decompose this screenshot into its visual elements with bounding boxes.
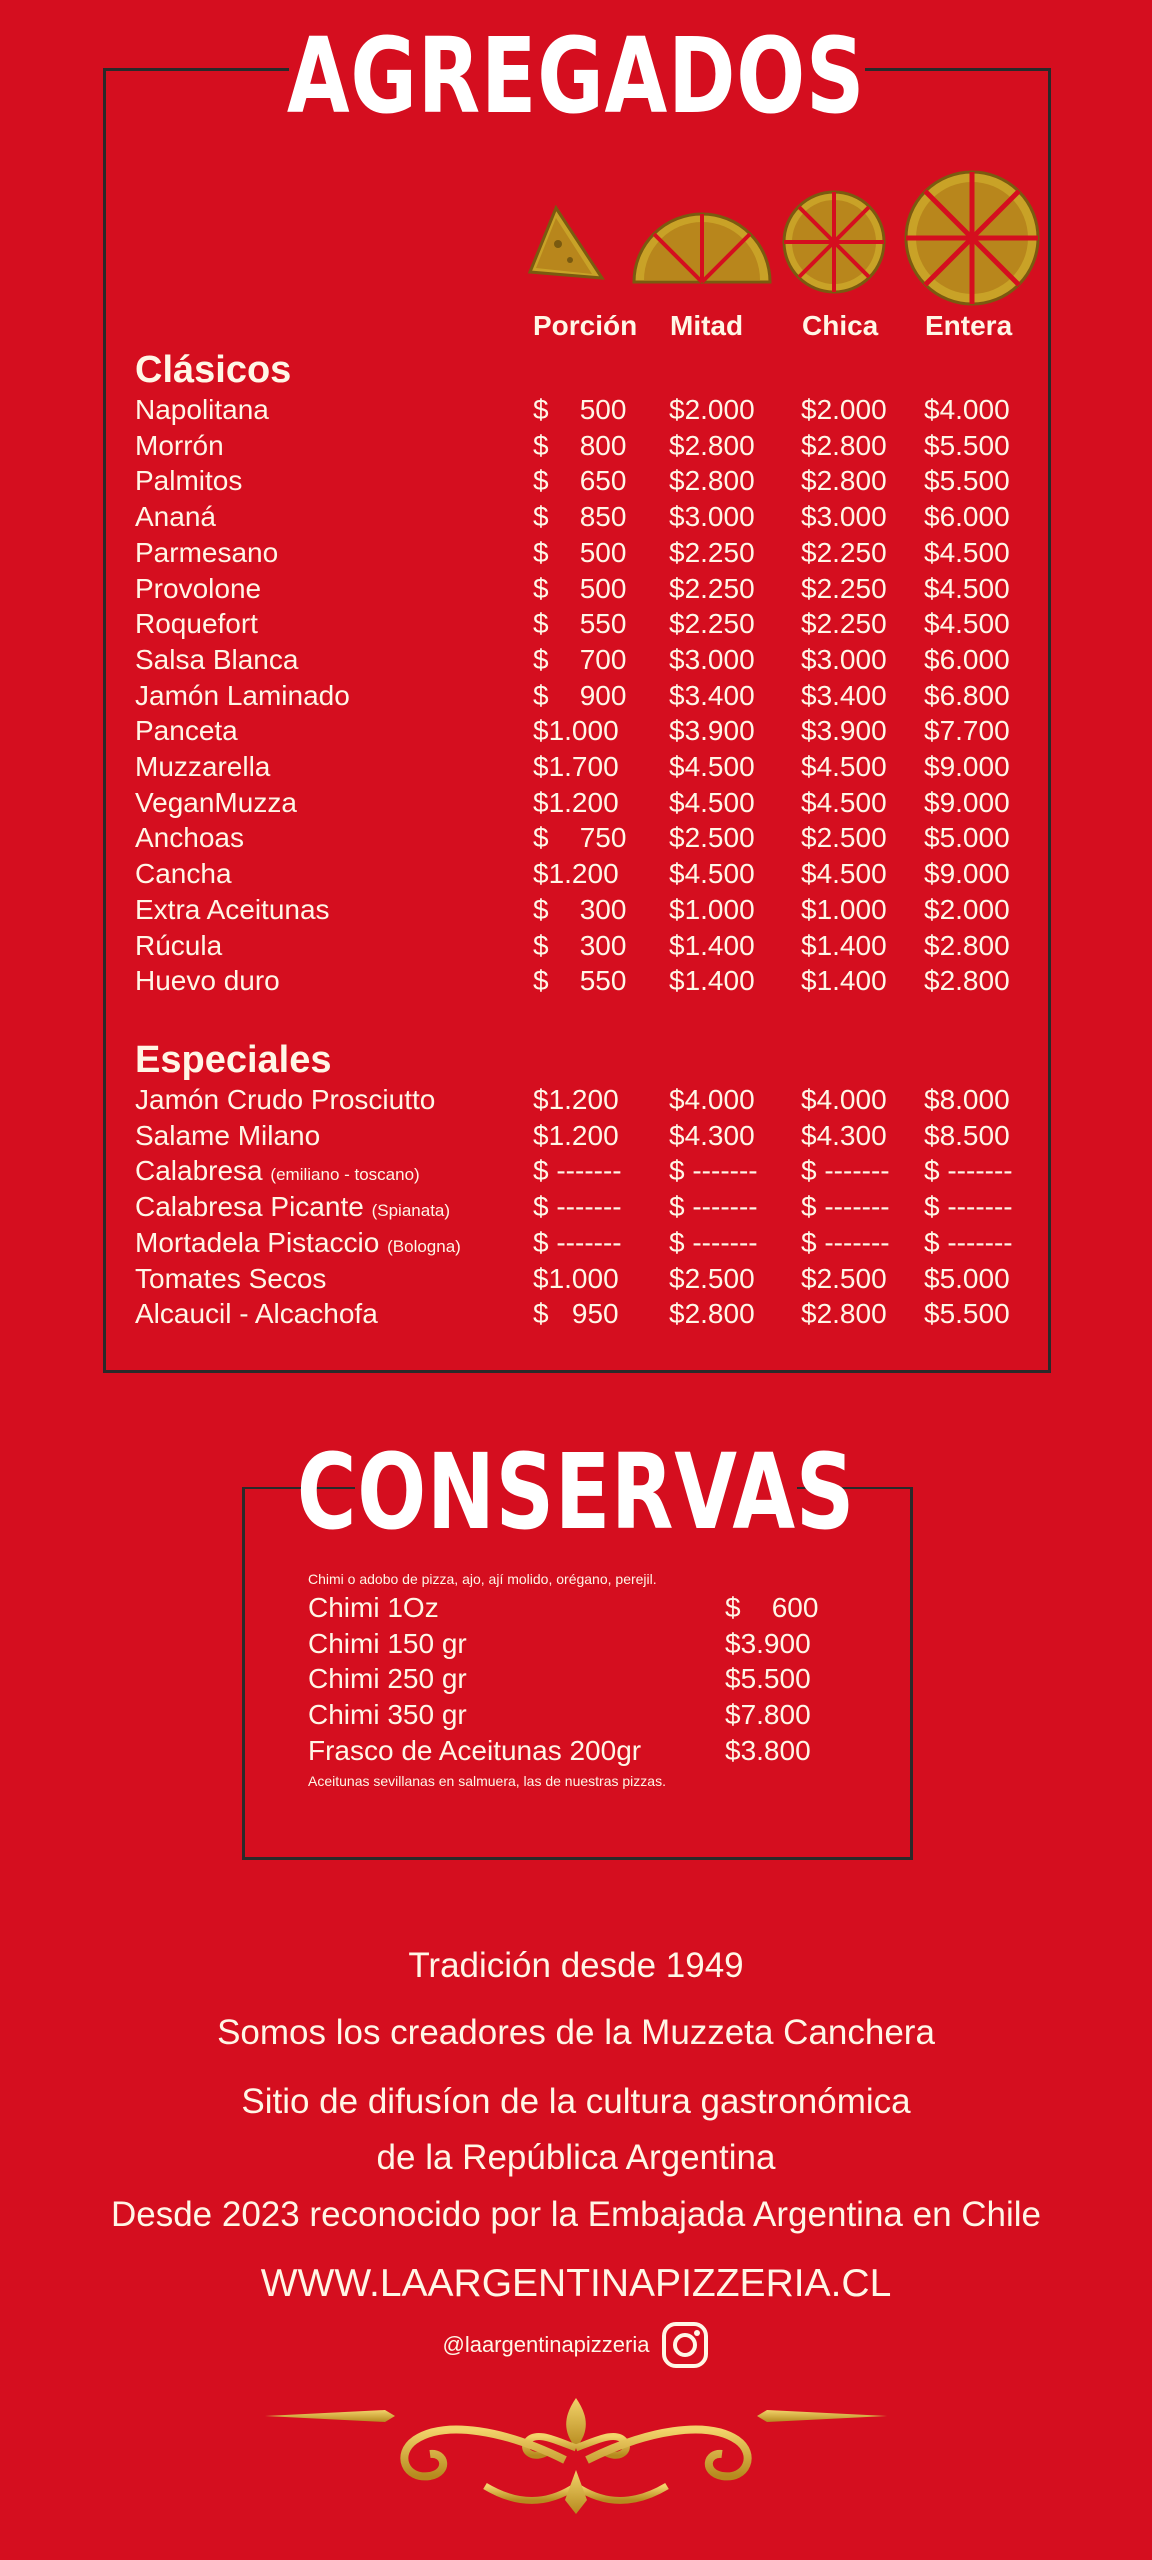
menu-row [135,463,1035,499]
price-chica: $4.300 [801,1119,887,1151]
menu-row [135,1118,1035,1154]
price-mitad: $ ------- [669,1226,758,1258]
item-name-text: Provolone [135,572,262,604]
menu-row [135,571,1035,607]
item-name [135,428,224,464]
item-name-text: Calabresa Picante [135,1191,364,1223]
price-chica: $4.500 [801,858,887,890]
price-chica: $2.250 [801,608,887,640]
price-mitad: $2.250 [669,572,755,604]
price-chica: $3.900 [801,715,887,747]
menu-row [135,1189,1035,1225]
item-name [135,1153,420,1193]
tagline-sitio: Sitio de difusíon de la cultura gastronómica [241,2082,911,2121]
menu-row [135,749,1035,785]
price-chica: $4.500 [801,751,887,782]
conserva-price: $7.800 [725,1699,811,1731]
price-chica: $3.000 [801,501,887,533]
tagline-embajada: Desde 2023 reconocido por la Embajada Argentina en Chile [110,2195,1042,2234]
price-porcion: $ 300 [533,893,627,925]
column-header-porcion: Porción [533,310,638,341]
whole-pizza-icon [900,170,1044,306]
price-porcion: $1.000 [533,715,619,747]
conserva-price: $ 600 [725,1592,819,1623]
price-porcion: $1.200 [533,1084,619,1115]
item-name [135,1225,461,1265]
price-mitad: $4.500 [669,751,755,782]
price-porcion: $1.700 [533,751,619,782]
menu-row [135,535,1035,571]
item-name-text: Jamón Crudo Prosciutto [135,1084,436,1115]
price-porcion: $ 850 [533,501,627,533]
price-porcion: $ 300 [533,929,627,961]
price-mitad: $2.250 [669,536,755,568]
menu-row [135,820,1035,856]
item-name-text: Alcaucil - Alcachofa [135,1298,378,1330]
item-name [135,535,278,571]
conserva-name: Chimi 1Oz [308,1592,439,1623]
item-name-text: Parmesano [135,536,279,568]
menu-row [135,1296,1035,1332]
price-mitad: $2.250 [669,608,755,640]
price-porcion: $1.200 [533,1119,619,1151]
price-chica: $4.000 [801,1084,887,1115]
conserva-row [308,1590,868,1626]
price-mitad: $2.800 [669,1298,755,1330]
price-mitad: $4.000 [669,1084,755,1115]
price-mitad: $2.800 [669,429,755,461]
instagram-icon[interactable] [660,2320,710,2370]
price-entera: $8.500 [924,1119,1010,1151]
price-porcion: $ 800 [533,429,627,461]
conservas-title: CONSERVAS [296,1431,856,1553]
price-entera: $ ------- [924,1191,1013,1223]
item-name [135,642,298,678]
price-entera: $4.500 [924,572,1010,604]
item-name-text: Panceta [135,715,238,747]
conserva-row [308,1697,868,1733]
agregados-title: AGREGADOS [286,15,866,137]
price-porcion: $ 750 [533,822,627,854]
price-mitad: $3.900 [669,715,755,747]
price-mitad: $4.300 [669,1119,755,1151]
half-pizza-icon [630,200,774,286]
price-chica: $1.400 [801,929,887,961]
item-name [135,713,238,749]
section-heading-especiales: Especiales [135,1039,332,1081]
item-name-text: Mortadela Pistaccio [135,1226,380,1258]
gold-flourish-ornament [265,2390,887,2520]
item-name-text: Calabresa [135,1155,263,1187]
conserva-price: $3.800 [725,1734,811,1766]
price-entera: $5.000 [924,1262,1010,1294]
price-porcion: $1.200 [533,858,619,890]
item-name-text: Morrón [135,429,224,461]
item-name-text: Salame Milano [135,1119,321,1151]
section-heading-clasicos: Clásicos [135,349,292,391]
price-porcion: $ 950 [533,1298,619,1330]
price-porcion: $ ------- [533,1226,622,1258]
price-chica: $2.500 [801,1262,887,1294]
price-chica: $ ------- [801,1191,890,1223]
price-chica: $2.800 [801,1298,887,1330]
menu-row [135,1153,1035,1189]
menu-row [135,499,1035,535]
menu-row [135,642,1035,678]
price-entera: $2.000 [924,893,1010,925]
price-porcion: $ 900 [533,679,627,711]
item-name [135,499,216,535]
item-name-text: VeganMuzza [135,786,297,818]
price-entera: $5.500 [924,465,1010,497]
conserva-name: Chimi 150 gr [308,1627,467,1659]
price-porcion: $1.200 [533,786,619,818]
price-mitad: $4.500 [669,786,755,818]
item-name [135,1296,378,1332]
conserva-row [308,1733,868,1769]
conserva-name: Chimi 350 gr [308,1699,467,1731]
item-name [135,963,280,999]
price-chica: $2.250 [801,536,887,568]
price-mitad: $2.800 [669,465,755,497]
item-name-text: Rúcula [135,929,223,961]
price-mitad: $1.000 [669,893,755,925]
price-porcion: $ 550 [533,608,627,640]
item-name-text: Anchoas [135,822,244,854]
item-name [135,820,244,856]
item-name [135,1189,450,1229]
column-header-entera: Entera [925,310,1013,341]
item-name [135,392,269,428]
menu-row [135,392,1035,428]
price-entera: $2.800 [924,965,1010,997]
price-entera: $ ------- [924,1155,1013,1187]
item-name-text: Muzzarella [135,751,271,782]
item-name [135,463,242,499]
price-entera: $ ------- [924,1226,1013,1258]
conserva-row [308,1626,868,1662]
price-chica: $3.400 [801,679,887,711]
menu-row [135,678,1035,714]
price-porcion: $ 500 [533,536,627,568]
menu-row [135,856,1035,892]
price-mitad: $4.500 [669,858,755,890]
price-chica: $2.500 [801,822,887,854]
price-chica: $2.000 [801,394,887,425]
price-chica: $2.250 [801,572,887,604]
price-mitad: $3.000 [669,643,755,675]
price-mitad: $2.000 [669,394,755,425]
tagline-tradicion: Tradición desde 1949 [408,1946,744,1985]
menu-row [135,785,1035,821]
price-porcion: $1.000 [533,1262,619,1294]
price-chica: $1.400 [801,965,887,997]
price-chica: $1.000 [801,893,887,925]
price-chica: $ ------- [801,1226,890,1258]
price-entera: $2.800 [924,929,1010,961]
price-mitad: $3.400 [669,679,755,711]
tagline-creadores: Somos los creadores de la Muzzeta Canchera [217,2013,935,2052]
item-name [135,749,270,785]
price-mitad: $3.000 [669,501,755,533]
price-entera: $5.500 [924,1298,1010,1330]
price-chica: $ ------- [801,1155,890,1187]
item-note: (emiliano - toscano) [270,1165,420,1185]
item-name [135,785,297,821]
item-name-text: Palmitos [135,465,243,497]
item-name-text: Jamón Laminado [135,679,350,711]
menu-row [135,928,1035,964]
menu-row [135,1261,1035,1297]
price-chica: $4.500 [801,786,887,818]
item-name [135,1118,320,1154]
price-entera: $7.700 [924,715,1010,747]
instagram-handle[interactable]: @laargentinapizzeria [442,2332,650,2357]
price-entera: $6.800 [924,679,1010,711]
menu-row [135,428,1035,464]
item-name [135,856,232,892]
item-name [135,1261,326,1297]
price-entera: $9.000 [924,786,1010,818]
conserva-price: $3.900 [725,1627,811,1659]
price-entera: $4.500 [924,536,1010,568]
website-link[interactable]: WWW.LAARGENTINAPIZZERIA.CL [260,2262,892,2305]
conserva-row [308,1661,868,1697]
conservas-note-top: Chimi o adobo de pizza, ajo, ají molido, orégano, perejil. [308,1571,657,1587]
price-entera: $5.000 [924,822,1010,854]
price-mitad: $1.400 [669,929,755,961]
item-name-text: Ananá [135,501,216,533]
tagline-republica: de la República Argentina [376,2138,776,2177]
price-entera: $8.000 [924,1084,1010,1115]
menu-row [135,892,1035,928]
small-pizza-icon [780,190,888,294]
price-porcion: $ 700 [533,643,627,675]
price-mitad: $2.500 [669,1262,755,1294]
price-mitad: $2.500 [669,822,755,854]
item-name [135,892,330,928]
item-name [135,1082,435,1118]
instagram-handle-row[interactable] [0,2320,1152,2370]
item-name-text: Roquefort [135,608,258,640]
column-header-mitad: Mitad [670,310,744,341]
price-entera: $9.000 [924,858,1010,890]
column-header-chica: Chica [802,310,879,341]
menu-row [135,606,1035,642]
item-name-text: Tomates Secos [135,1262,327,1294]
menu-row [135,1225,1035,1261]
item-name-text: Extra Aceitunas [135,893,330,925]
price-porcion: $ ------- [533,1155,622,1187]
conservas-note-bottom: Aceitunas sevillanas en salmuera, las de nuestras pizzas. [308,1773,666,1789]
price-porcion: $ 550 [533,965,627,997]
menu-row [135,713,1035,749]
price-chica: $3.000 [801,643,887,675]
item-name [135,678,350,714]
item-note: (Bologna) [387,1236,461,1256]
price-mitad: $1.400 [669,965,755,997]
price-chica: $2.800 [801,465,887,497]
price-porcion: $ 500 [533,572,627,604]
price-porcion: $ 500 [533,394,627,425]
item-name-text: Napolitana [135,394,269,425]
conserva-name: Frasco de Aceitunas 200gr [308,1734,642,1766]
pizza-slice-icon [522,200,610,286]
price-entera: $5.500 [924,429,1010,461]
conserva-name: Chimi 250 gr [308,1663,467,1695]
item-name-text: Salsa Blanca [135,643,299,675]
price-entera: $9.000 [924,751,1010,782]
price-porcion: $ ------- [533,1191,622,1223]
menu-row [135,963,1035,999]
price-entera: $6.000 [924,501,1010,533]
price-porcion: $ 650 [533,465,627,497]
menu-row [135,1082,1035,1118]
price-chica: $2.800 [801,429,887,461]
item-name [135,606,258,642]
item-name-text: Huevo duro [135,965,280,997]
price-mitad: $ ------- [669,1155,758,1187]
item-name [135,571,261,607]
price-entera: $4.500 [924,608,1010,640]
item-name-text: Cancha [135,858,232,890]
price-entera: $4.000 [924,394,1010,425]
price-mitad: $ ------- [669,1191,758,1223]
conserva-price: $5.500 [725,1663,811,1695]
item-note: (Spianata) [371,1201,451,1221]
price-entera: $6.000 [924,643,1010,675]
item-name [135,928,222,964]
